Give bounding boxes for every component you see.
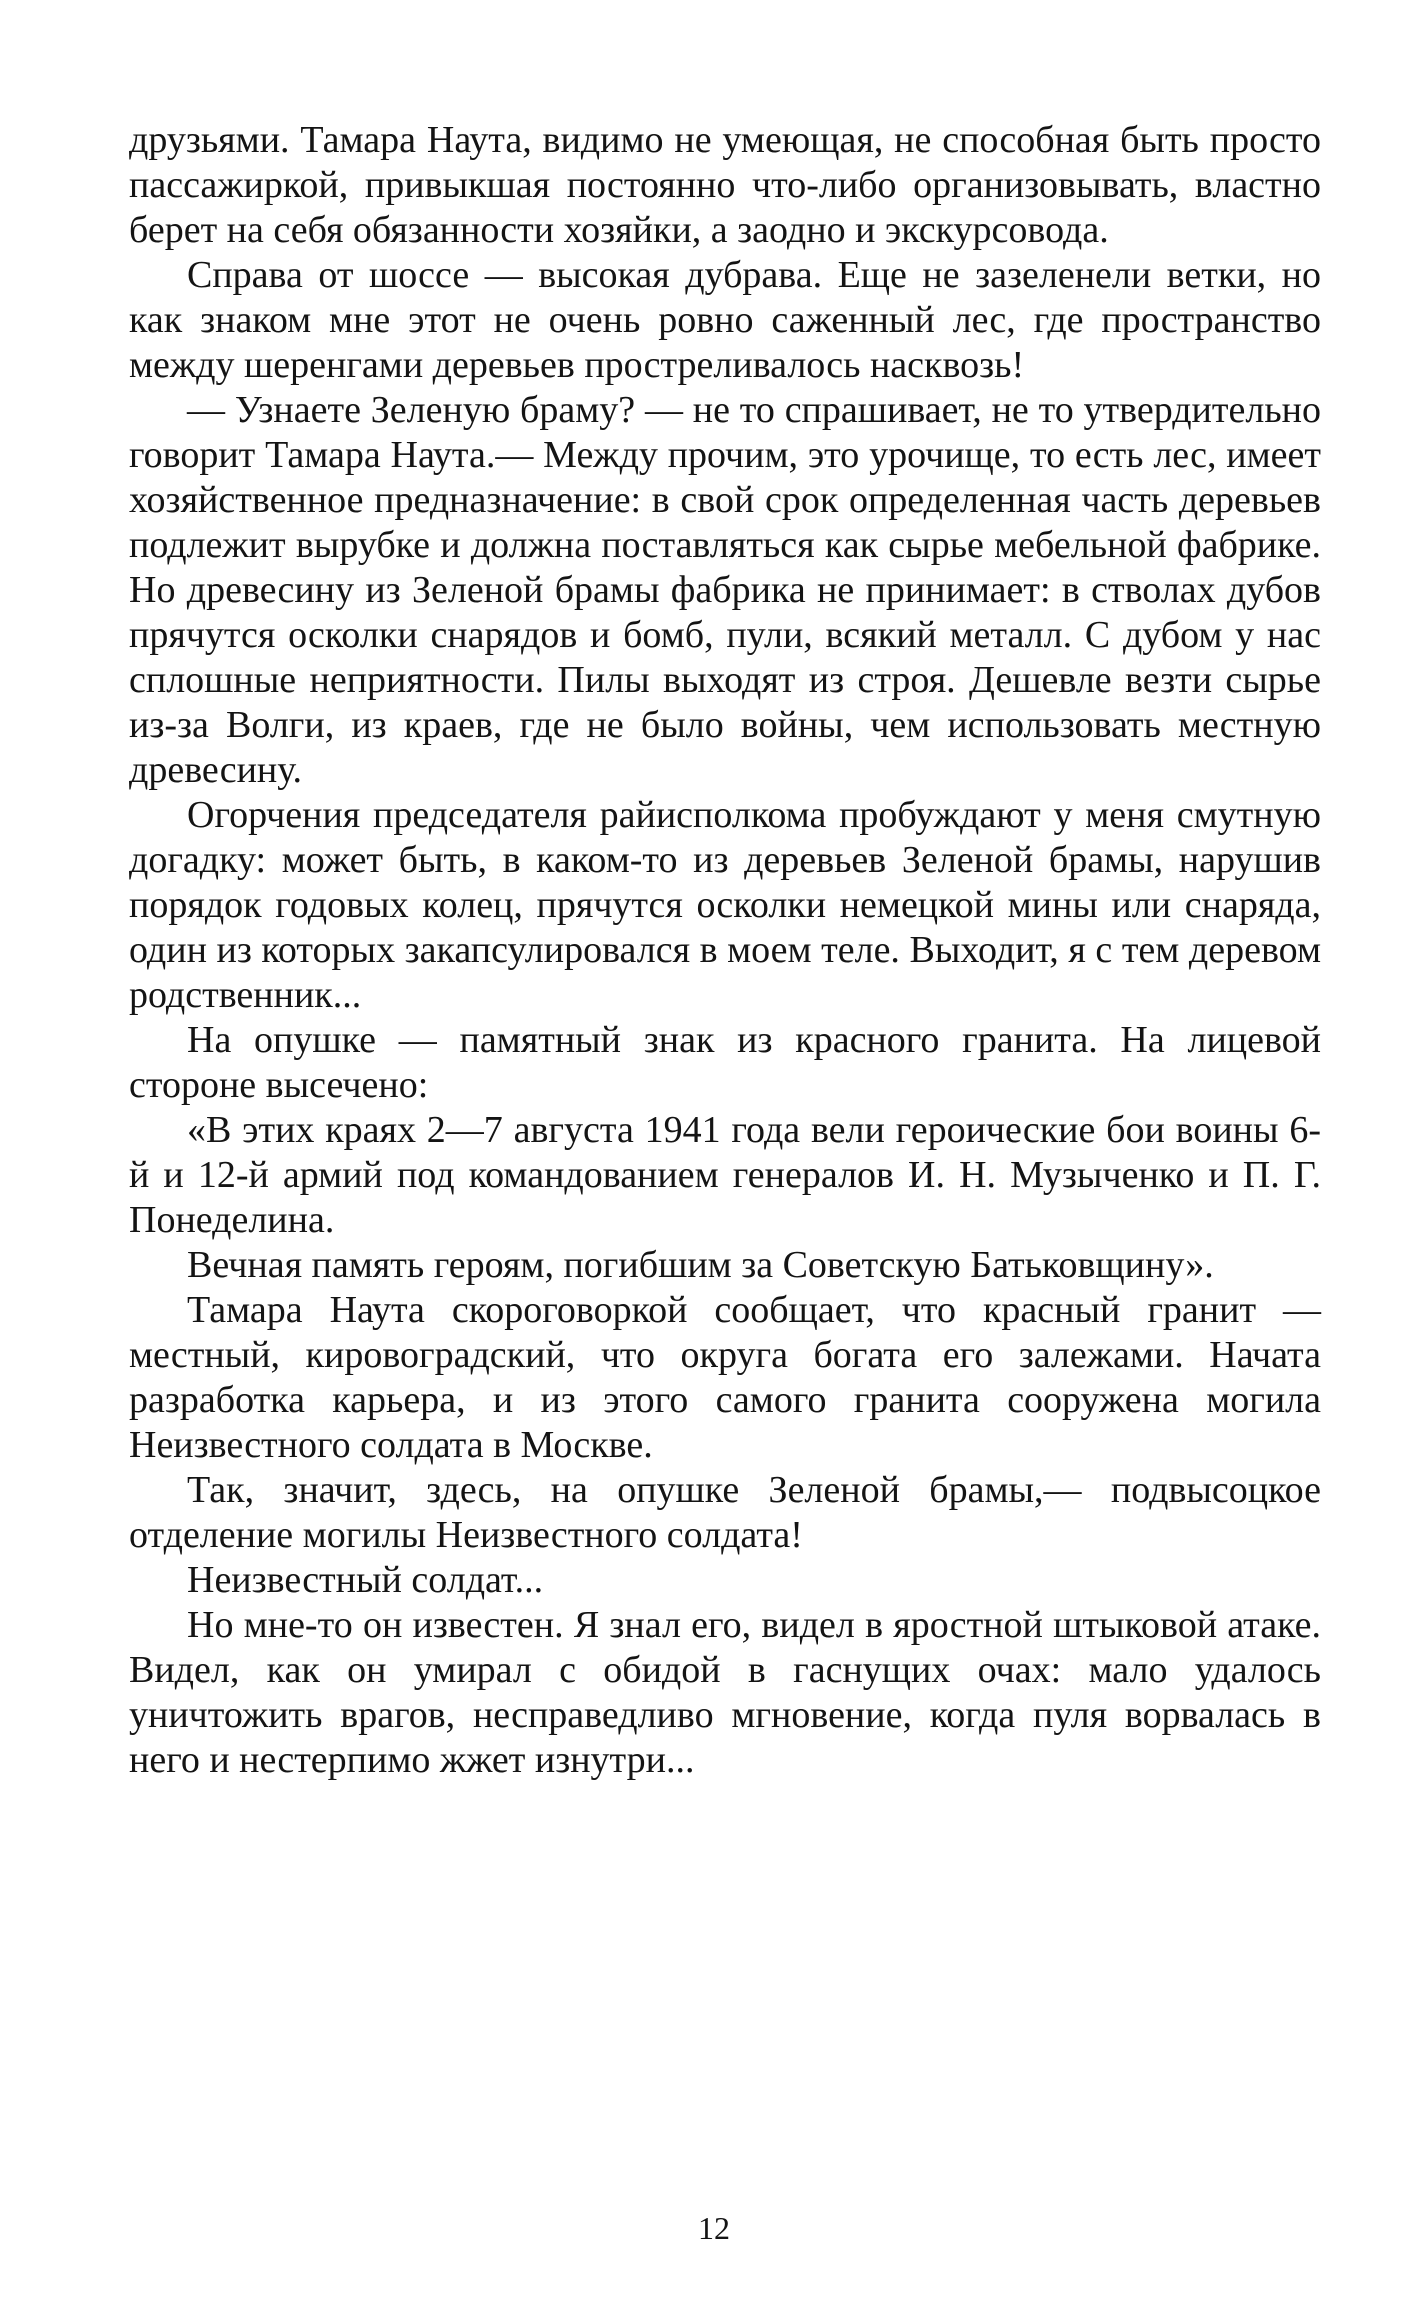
page-number: 12	[698, 2210, 730, 2246]
paragraph-continued: друзьями. Тамара Наута, видимо не умеющая, не способная быть просто пассажиркой, привыкшая постоянно что-либо организовывать, властно берет на себя обязанности хозяйки, а заодно и экскурсовода.	[129, 119, 1321, 251]
paragraph-guess: Огорчения председателя райисполкома пробуждают у меня смутную догадку: может быть, в каком-то из деревьев Зеленой брамы, нарушив порядок годовых колец, прячутся осколки немецкой мины или снаряда, один из которых закапсулировался в моем теле. Выходит, я с тем деревом родственник...	[129, 794, 1321, 1016]
paragraph-unknown-soldier: Неизвестный солдат...	[187, 1559, 544, 1601]
paragraph-grave: Так, значит, здесь, на опушке Зеленой брамы,— подвысоцкое отделение могилы Неизвестного солдата!	[129, 1469, 1321, 1556]
paragraph-monument: На опушке — памятный знак из красного гранита. На лицевой стороне высечено:	[129, 1019, 1321, 1106]
paragraph-granite: Тамара Наута скороговоркой сообщает, что красный гранит — местный, кировоградский, что округа богата его залежами. Начата разработка карьера, и из этого самого гранита сооружена могила Неизвестного солдата в Москве.	[129, 1289, 1321, 1466]
paragraph-known: Но мне-то он известен. Я знал его, видел в яростной штыковой атаке. Видел, как он умирал с обидой в гаснущих очах: мало удалось уничтожить врагов, несправедливо мгновение, когда пуля ворвалась в него и нестерпимо жжет изнутри...	[129, 1604, 1321, 1781]
page-text	[129, 118, 1321, 1783]
paragraph-dialogue: — Узнаете Зеленую браму? — не то спрашивает, не то утвердительно говорит Тамара Наута.— Между прочим, это урочище, то есть лес, имеет хозяйственное предназначение: в свой срок определенная часть деревьев подлежит вырубке и должна поставляться как сырье мебельной фабрике. Но древесину из Зеленой брамы фабрика не принимает: в стволах дубов прячутся осколки снарядов и бомб, пули, всякий металл. С дубом у нас сплошные неприятности. Пилы выходят из строя. Дешевле везти сырье из-за Волги, из краев, где не было войны, чем использовать местную древесину.	[129, 389, 1321, 791]
paragraph-forest: Справа от шоссе — высокая дубрава. Еще не зазеленели ветки, но как знаком мне этот не очень ровно саженный лес, где пространство между шеренгами деревьев простреливалось насквозь!	[129, 254, 1321, 386]
paragraph-inscription-end: Вечная память героям, погибшим за Советскую Батьковщину».	[187, 1244, 1214, 1286]
paragraph-inscription: «В этих краях 2—7 августа 1941 года вели героические бои воины 6-й и 12-й армий под командованием генералов И. Н. Музыченко и П. Г. Понеделина.	[129, 1109, 1321, 1241]
